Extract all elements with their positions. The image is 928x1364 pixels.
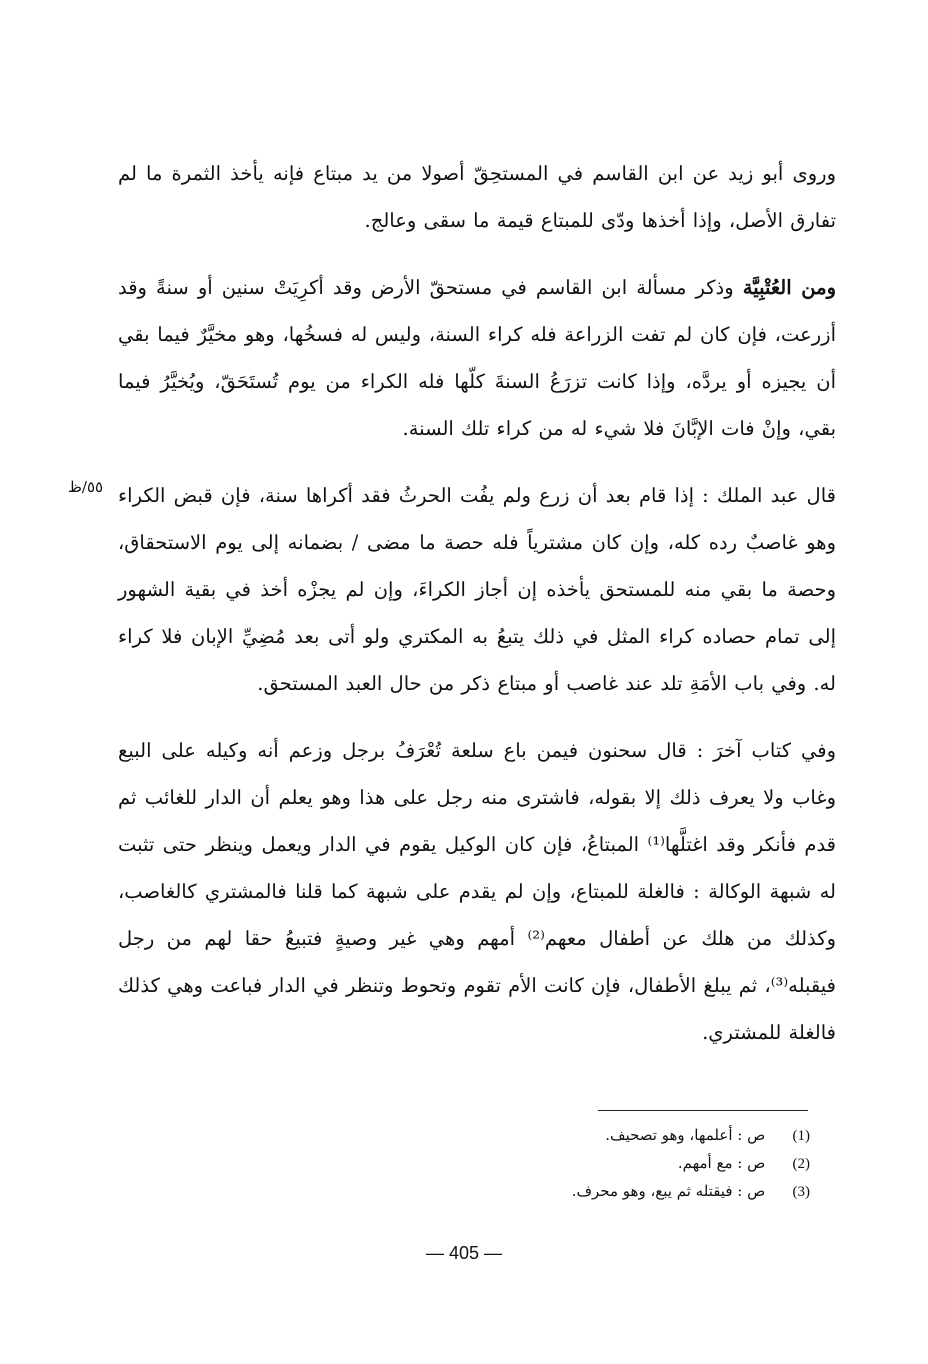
footnote-3: [300, 1178, 810, 1206]
footnotes: [300, 1122, 810, 1206]
paragraph-4: وفي كتاب آخرَ : قال سحنون فيمن باع سلعة تُعْرَفُ برجل وزعم أنه وكيله على البيع وغاب ولا يعرف ذلك إلا بقوله، فاشترى منه رجل على هذا وهو يعلم أن الدار للغائب ثم قدم فأنكر وقد اغتلَّها⁽¹⁾ المبتاعُ، فإن كان الوكيل يقوم في الدار ويعمل وينظر حتى تثبت له شبهة الوكالة : فالغلة للمبتاع، وإن لم يقدم على شبهة كما قلنا فالمشتري كالغاصب، وكذلك من هلك عن أطفال معهم⁽²⁾ أمهم وهي غير وصيةٍ فتبيعُ حقا لهم من رجل فيقبله⁽³⁾، ثم يبلغ الأطفال، فإن كانت الأم تقوم وتحوط وتنظر في الدار فباعت وهي كذلك فالغلة للمشتري.: [118, 739, 836, 1044]
footnote-text: ص : أعلمها، وهو تصحيف.: [605, 1126, 766, 1144]
paragraph-3: قال عبد الملك : إذا قام بعد أن زرع ولم يفُت الحرثُ فقد أكراها سنة، فإن قبض الكراء وهو غاصبٌ رده كله، وإن كان مشترياً فله حصة ما مضى / بضمانه إلى يوم الاستحقاق، وحصة ما بقي منه للمستحق يأخذه إن أجاز الكراءَ، وإن لم يجزْه أخذ في بقية الشهور إلى تمام حصاده كراء المثل في ذلك يتبعُ به المكتري ولو أتى بعد مُضِيِّ الإبان فلا كراء له. وفي باب الأمَةِ تلد عند غاصب أو مبتاع ذكر من حال العبد المستحق.: [118, 484, 836, 695]
footnote-number: (3): [792, 1184, 810, 1200]
footnote-number: (1): [792, 1128, 810, 1144]
paragraph-2-text: وذكر مسألة ابن القاسم في مستحقّ الأرض وقد أكرِيَتْ سنين أو سنةً وقد أزرعت، فإن كان لم تفت الزراعة فله كراء السنة، وليس له فسخُها، وهو مخيَّرٌ فيما بقي أن يجيزه أو يردَّه، وإذا كانت تزرَعُ السنةَ كلّها فله الكراء من يوم تُستَحَقّ، ويُخيَّرُ فيما بقي، وإنْ فات الإبَّانَ فلا شيء له من كراء تلك السنة.: [118, 276, 836, 440]
paragraph-2: [118, 264, 836, 452]
paragraph-1: وروى أبو زيد عن ابن القاسم في المستحِقّ أصولا من يد مبتاع فإنه يأخذ الثمرة ما لم تفارق الأصل، وإذا أخذها ودّى للمبتاع قيمة ما سقى وعالج.: [118, 162, 836, 232]
footnote-2: [300, 1150, 810, 1178]
folio-margin-note: ٥٥/ظ: [68, 478, 104, 496]
footnote-text: ص : مع أمهم.: [677, 1154, 766, 1172]
footnote-1: [300, 1122, 810, 1150]
footnote-text: ص : فيقتله ثم يبع، وهو محرف.: [571, 1182, 766, 1200]
page-number: — 405 —: [425, 1243, 503, 1263]
paragraph-2-lead: ومن العُتْبِيَّة: [742, 276, 836, 299]
main-text: [118, 150, 836, 1076]
footnote-separator: [598, 1110, 808, 1111]
footnote-number: (2): [792, 1156, 810, 1172]
